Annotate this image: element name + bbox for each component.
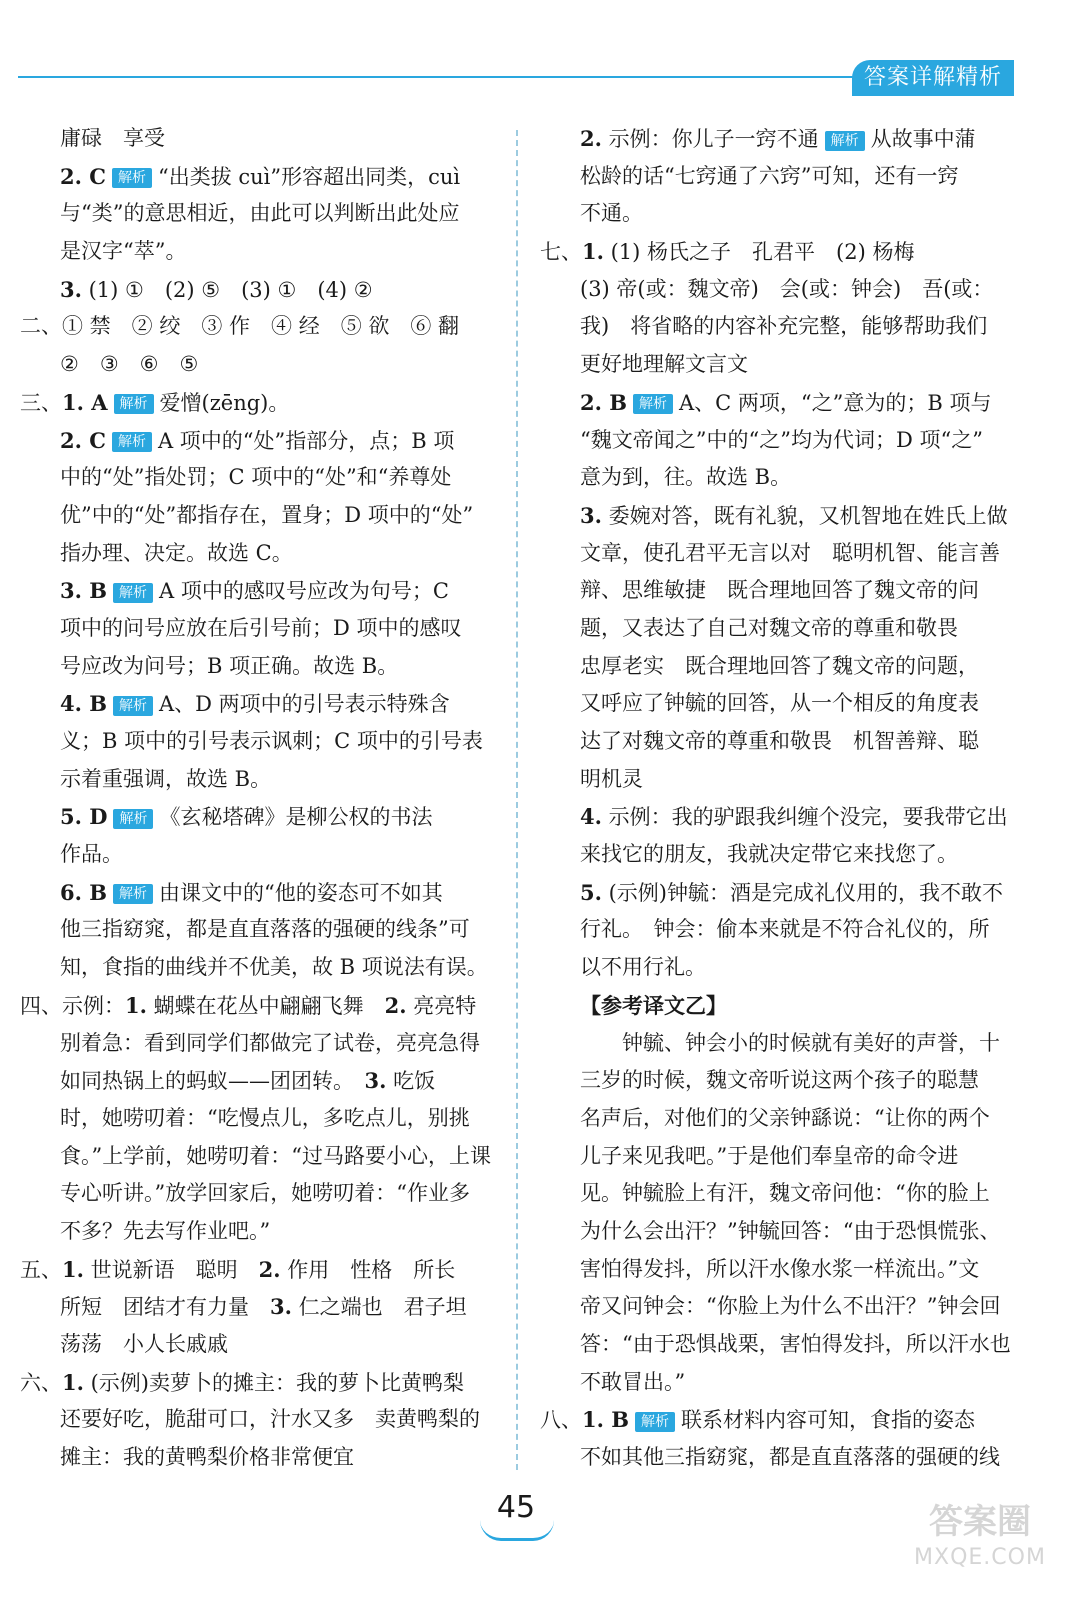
- analysis-tag: 解析: [635, 1412, 675, 1432]
- text-line: [20, 535, 494, 573]
- line-text: 委婉对答，既有礼貌，又机智地在姓氏上做: [601, 503, 1008, 528]
- text-line: [540, 1100, 1012, 1138]
- text-line: [540, 384, 1012, 422]
- line-text: 与“类”的意思相近，由此可以判断出此处应: [60, 201, 460, 226]
- header-title: 答案详解精析: [852, 60, 1014, 96]
- line-text: 荡荡 小人长戚戚: [60, 1332, 228, 1356]
- line-text: A、C 两项，“之”意为的；B 项与: [678, 390, 992, 415]
- column-divider: [516, 130, 518, 1470]
- line-text: 知，食指的曲线并不优美，故 B 项说法有误。: [60, 955, 488, 980]
- item-number: 1. A: [62, 389, 108, 415]
- text-line: [540, 836, 1012, 874]
- text-line: [20, 987, 494, 1025]
- line-text: 指办理、决定。故选 C。: [60, 540, 293, 565]
- line-text: 如同热锅上的蚂蚁——团团转。: [60, 1069, 365, 1094]
- text-line: [540, 1025, 1012, 1063]
- watermark-domain: MXQE.COM: [914, 1545, 1046, 1570]
- item-number: 4.: [580, 804, 602, 830]
- line-text: 仁之端也 君子坦: [291, 1295, 467, 1320]
- text-line: [20, 1288, 494, 1326]
- text-line: [20, 497, 494, 535]
- text-line: [20, 798, 494, 836]
- line-text: 由课文中的“他的姿态可不如其: [158, 880, 443, 905]
- line-text: 《玄秘塔碑》是柳公权的书法: [159, 805, 433, 830]
- line-text: 七、: [540, 240, 582, 265]
- text-line: [540, 1439, 1012, 1477]
- text-line: [540, 1251, 1012, 1289]
- line-text: 意为到，往。故选 B。: [580, 465, 792, 490]
- text-line: [20, 610, 494, 648]
- item-number: 6. B: [60, 879, 107, 905]
- text-line: [20, 836, 494, 874]
- text-line: [540, 987, 1012, 1025]
- line-text: 是汉字“萃”。: [60, 239, 187, 264]
- item-number: 3.: [364, 1068, 387, 1094]
- text-line: [20, 1213, 494, 1251]
- line-text: 别着急：看到同学们都做完了试卷，亮亮急得: [60, 1030, 480, 1055]
- line-text: (1) ① (2) ⑤ (3) ① (4) ②: [81, 277, 373, 302]
- watermark-text: 答案圈: [929, 1502, 1031, 1542]
- text-line: [540, 271, 1012, 309]
- item-number: 3. B: [60, 578, 107, 604]
- analysis-tag: 解析: [633, 394, 673, 414]
- text-line: [20, 1364, 494, 1402]
- line-text: 食。”上学前，她唠叨着：“过马路要小心，上课: [60, 1143, 491, 1168]
- line-text: 专心听讲。”放学回家后，她唠叨着：“作业多: [60, 1181, 470, 1206]
- line-text: 更好地理解文言文: [580, 352, 748, 377]
- text-line: [540, 911, 1012, 949]
- item-number: 5.: [580, 879, 602, 905]
- line-text: 我) 将省略的内容补充完整，能够帮助我们: [580, 314, 988, 339]
- line-text: (1) 杨氏之子 孔君平 (2) 杨梅: [603, 240, 915, 265]
- text-line: [540, 685, 1012, 723]
- header-rule: [18, 76, 860, 78]
- line-text: 名声后，对他们的父亲钟繇说：“让你的两个: [580, 1105, 990, 1130]
- line-text: (3) 帝(或：魏文帝) 会(或：钟会) 吾(或：: [580, 276, 994, 301]
- line-text: 三岁的时候，魏文帝听说这两个孩子的聪慧: [580, 1068, 979, 1093]
- line-text: 作用 性格 所长: [280, 1257, 456, 1282]
- text-line: [20, 271, 494, 309]
- line-text: 亮亮特: [406, 993, 477, 1018]
- text-line: [20, 384, 494, 422]
- line-text: 五、: [20, 1257, 62, 1282]
- analysis-tag: 解析: [114, 394, 154, 414]
- text-line: [20, 459, 494, 497]
- item-number: 2. C: [60, 163, 106, 189]
- line-text: 吃饭: [386, 1069, 436, 1094]
- section-heading: 【参考译文乙】: [580, 992, 727, 1018]
- text-line: [20, 685, 494, 723]
- line-text: 示例：我的驴跟我纠缠个没完，要我带它出: [601, 805, 1008, 830]
- text-line: [540, 610, 1012, 648]
- text-line: [540, 195, 1012, 233]
- text-line: [20, 761, 494, 799]
- text-line: [540, 761, 1012, 799]
- right-column: [540, 120, 1012, 1477]
- item-number: 1.: [582, 239, 604, 265]
- line-text: 时，她唠叨着：“吃慢点儿，多吃点儿，别挑: [60, 1105, 470, 1130]
- text-line: [540, 158, 1012, 196]
- text-line: [540, 1213, 1012, 1251]
- line-text: 以不用行礼。: [580, 955, 706, 980]
- text-line: [540, 346, 1012, 384]
- line-text: 三、: [20, 390, 62, 415]
- text-line: [540, 1288, 1012, 1326]
- item-number: 4. B: [60, 691, 107, 717]
- text-line: [20, 233, 494, 271]
- text-line: [540, 1138, 1012, 1176]
- analysis-tag: 解析: [113, 809, 153, 829]
- text-line: [20, 120, 494, 158]
- line-text: 蝴蝶在花丛中翩翩飞舞: [146, 993, 385, 1018]
- line-text: 钟毓、钟会小的时候就有美好的声誉，十: [580, 1030, 1000, 1055]
- text-line: [20, 346, 494, 384]
- line-text: 还要好吃，脆甜可口，汁水又多 卖黄鸭梨的: [60, 1407, 480, 1432]
- line-text: 文章，使孔君平无言以对 聪明机智、能言善: [580, 540, 1000, 565]
- analysis-tag: 解析: [825, 131, 865, 151]
- text-line: [540, 497, 1012, 535]
- watermark-logo: [900, 1500, 1060, 1580]
- line-text: 儿子来见我吧。”于是他们奉皇帝的命令进: [580, 1143, 959, 1168]
- line-text: 示例：你儿子一窍不通: [601, 127, 819, 151]
- text-line: [20, 1175, 494, 1213]
- text-line: [20, 1025, 494, 1063]
- text-line: [20, 195, 494, 233]
- text-line: [540, 949, 1012, 987]
- line-text: 中的“处”指处罚；C 项中的“处”和“养尊处: [60, 465, 452, 490]
- line-text: 所短 团结才有力量: [60, 1295, 270, 1320]
- line-text: (示例)钟毓：酒是完成礼仪用的，我不敢不: [601, 880, 1003, 905]
- text-line: [540, 1364, 1012, 1402]
- text-line: [20, 308, 494, 346]
- analysis-tag: 解析: [112, 168, 152, 188]
- line-text: 号应改为问号；B 项正确。故选 B。: [60, 653, 399, 678]
- page-number: 45: [496, 1490, 536, 1525]
- text-line: [20, 1062, 494, 1100]
- line-text: 答：“由于恐惧战栗，害怕得发抖，所以汗水也: [580, 1332, 1011, 1356]
- line-text: 来找它的朋友，我就决定带它来找您了。: [580, 842, 958, 867]
- line-text: 为什么会出汗？”钟毓回答：“由于恐惧慌张、: [580, 1218, 1001, 1243]
- text-line: [20, 1138, 494, 1176]
- line-text: 又呼应了钟毓的回答，从一个相反的角度表: [580, 691, 979, 716]
- line-text: 世说新语 聪明: [83, 1257, 259, 1282]
- item-number: 2. C: [60, 427, 106, 453]
- line-text: 忠厚老实 既合理地回答了魏文帝的问题，: [580, 653, 979, 678]
- text-line: [540, 535, 1012, 573]
- line-text: 明机灵: [580, 766, 643, 791]
- text-line: [20, 158, 494, 196]
- line-text: 项中的问号应放在后引号前；D 项中的感叹: [60, 615, 462, 640]
- line-text: (示例)卖萝卜的摊主：我的萝卜比黄鸭梨: [83, 1370, 464, 1395]
- line-text: 八、: [540, 1408, 582, 1433]
- line-text: 行礼。 钟会：偷本来就是不符合礼仪的，所: [580, 917, 990, 942]
- text-line: [20, 1439, 494, 1477]
- line-text: ② ③ ⑥ ⑤: [60, 352, 199, 377]
- text-line: [540, 422, 1012, 460]
- text-line: [540, 233, 1012, 271]
- line-text: 帝又问钟会：“你脸上为什么不出汗？”钟会回: [580, 1294, 1001, 1319]
- analysis-tag: 解析: [113, 884, 153, 904]
- line-text: 二、① 禁 ② 绞 ③ 作 ④ 经 ⑤ 欲 ⑥ 翻: [20, 314, 460, 339]
- line-text: A、D 两项中的引号表示特殊含: [158, 692, 450, 717]
- left-column: [20, 120, 494, 1477]
- item-number: 2.: [384, 992, 407, 1018]
- text-line: [20, 911, 494, 949]
- text-line: [20, 874, 494, 912]
- analysis-tag: 解析: [113, 583, 153, 603]
- text-line: [20, 572, 494, 610]
- text-line: [540, 572, 1012, 610]
- page-number-ornament: [480, 1520, 554, 1541]
- item-number: 3.: [270, 1294, 292, 1320]
- line-text: 六、: [20, 1370, 62, 1395]
- line-text: 义；B 项中的引号表示讽刺；C 项中的引号表: [60, 729, 483, 753]
- line-text: 四、示例：: [20, 993, 125, 1018]
- line-text: 题，又表达了自己对魏文帝的尊重和敬畏: [580, 615, 958, 640]
- line-text: 他三指窈窕，都是直直落落的强硬的线条”可: [60, 917, 470, 942]
- text-line: [20, 1100, 494, 1138]
- line-text: 联系材料内容可知，食指的姿态: [680, 1408, 975, 1433]
- text-line: [20, 422, 494, 460]
- text-line: [540, 308, 1012, 346]
- text-line: [540, 723, 1012, 761]
- line-text: 示着重强调，故选 B。: [60, 766, 272, 791]
- line-text: A 项中的感叹号应改为句号；C: [158, 579, 449, 604]
- line-text: 不如其他三指窈窕，都是直直落落的强硬的线: [580, 1445, 1000, 1470]
- line-text: 优”中的“处”都指存在，置身；D 项中的“处”: [60, 502, 474, 527]
- analysis-tag: 解析: [113, 696, 153, 716]
- line-text: “出类拔 cuì”形容超出同类，cuì: [157, 164, 461, 189]
- analysis-tag: 解析: [112, 432, 152, 452]
- line-text: 从故事中蒲: [870, 127, 976, 151]
- text-line: [540, 874, 1012, 912]
- text-line: [20, 1326, 494, 1364]
- line-text: 作品。: [60, 842, 123, 867]
- line-text: 不通。: [580, 201, 643, 226]
- item-number: 2. B: [580, 389, 627, 415]
- item-number: 5. D: [60, 804, 108, 830]
- item-number: 3.: [60, 276, 82, 302]
- line-text: 辩、思维敏捷 既合理地回答了魏文帝的问: [580, 578, 979, 603]
- line-text: 见。钟毓脸上有汗，魏文帝问他：“你的脸上: [580, 1181, 990, 1206]
- item-number: 1. B: [582, 1407, 629, 1433]
- text-line: [540, 1175, 1012, 1213]
- line-text: 不敢冒出。”: [580, 1369, 686, 1394]
- line-text: “魏文帝闻之”中的“之”均为代词；D 项“之”: [580, 427, 983, 452]
- line-text: 害怕得发抖，所以汗水像水浆一样流出。”文: [580, 1256, 980, 1281]
- text-line: [20, 1401, 494, 1439]
- text-line: [540, 120, 1012, 158]
- text-line: [540, 648, 1012, 686]
- line-text: 松龄的话“七窍通了六窍”可知，还有一窍: [580, 163, 959, 188]
- line-text: 庸碌 享受: [60, 126, 165, 150]
- item-number: 1.: [62, 1369, 84, 1395]
- text-line: [20, 949, 494, 987]
- text-line: [540, 1326, 1012, 1364]
- item-number: 1.: [125, 992, 147, 1018]
- line-text: A 项中的“处”指部分，点；B 项: [157, 428, 455, 453]
- text-line: [540, 798, 1012, 836]
- text-line: [540, 1401, 1012, 1439]
- item-number: 2.: [580, 126, 602, 151]
- text-line: [540, 1062, 1012, 1100]
- text-line: [20, 648, 494, 686]
- line-text: 达了对魏文帝的尊重和敬畏 机智善辩、聪: [580, 729, 979, 753]
- item-number: 3.: [580, 502, 602, 528]
- item-number: 1.: [62, 1256, 84, 1282]
- item-number: 2.: [258, 1256, 281, 1282]
- text-line: [20, 723, 494, 761]
- line-text: 不多？先去写作业吧。”: [60, 1218, 271, 1243]
- text-line: [540, 459, 1012, 497]
- line-text: 摊主：我的黄鸭梨价格非常便宜: [60, 1445, 354, 1470]
- text-line: [20, 1251, 494, 1289]
- line-text: 爱憎(zēng)。: [159, 390, 290, 415]
